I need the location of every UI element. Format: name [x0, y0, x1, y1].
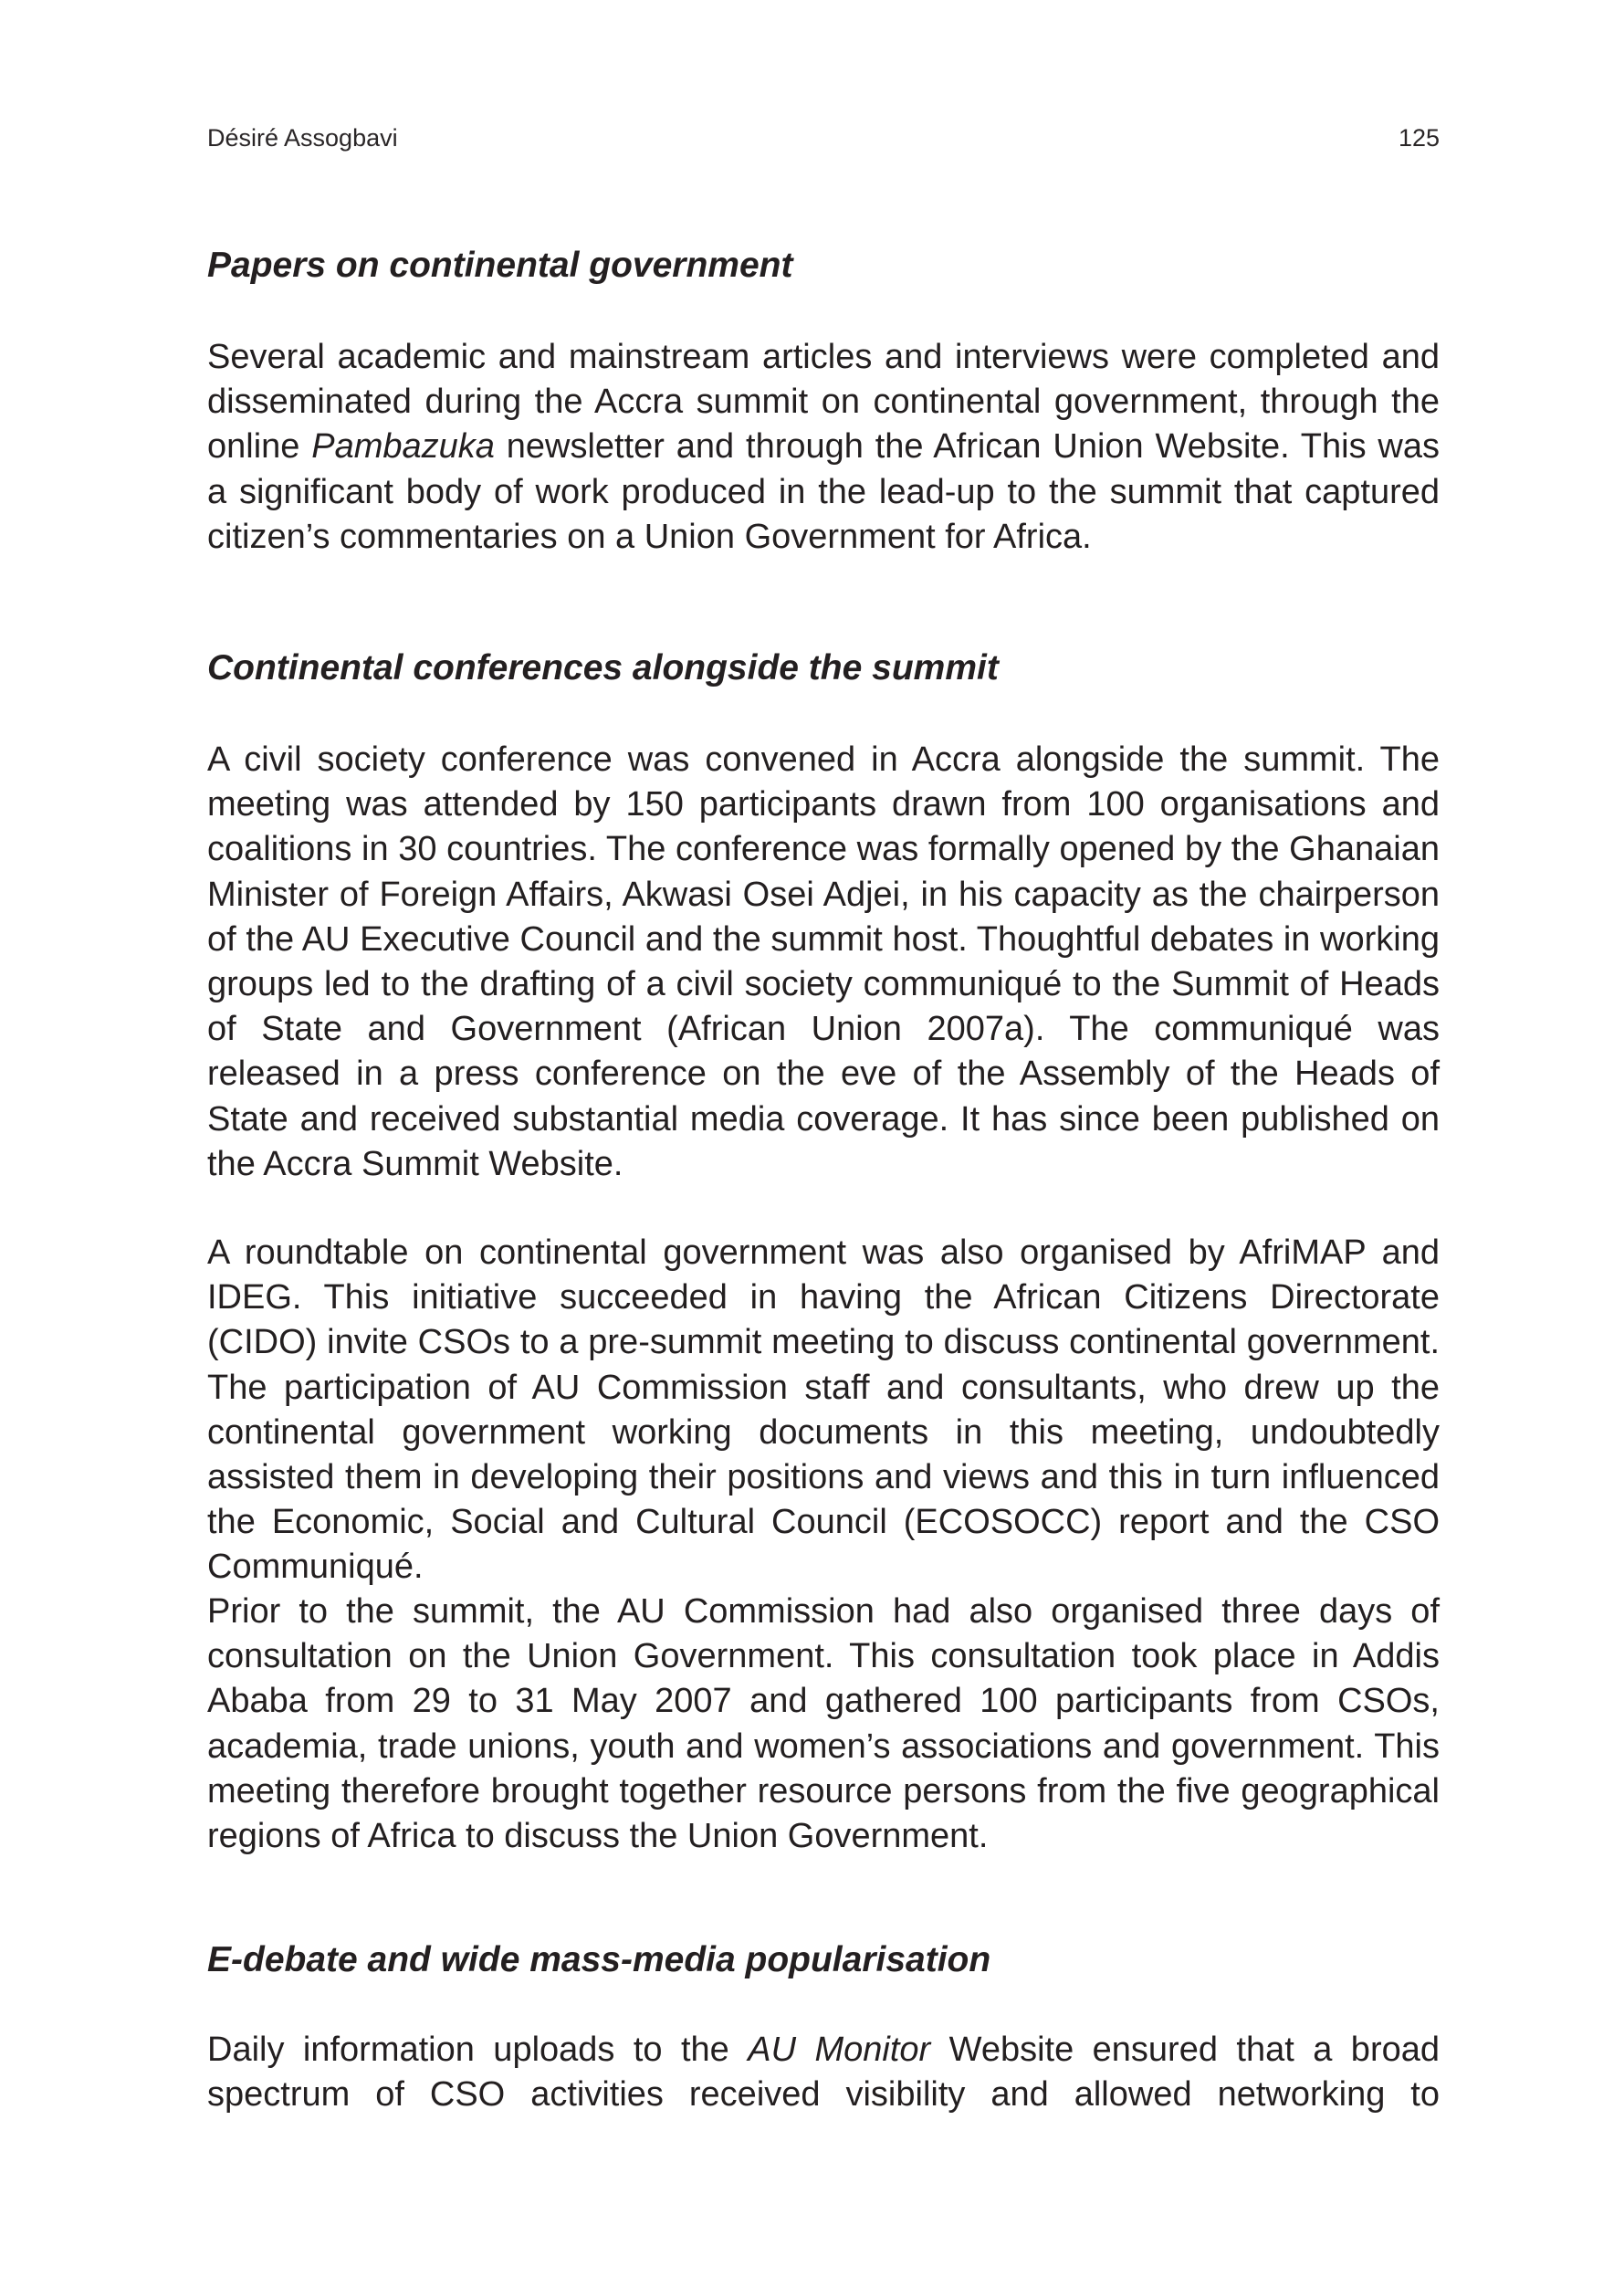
paragraph-text: Daily information uploads to the	[207, 2031, 749, 2069]
paragraph-prior-consultation: Prior to the summit, the AU Commission had also organised three days of consultation on the Union Government. This consultation took place in Addis Ababa from 29 to 31 May 2007 and gathered 100 participants from CSOs, academia, trade unions, youth and women’s associations and government. This meeting therefore brought together resource persons from the five geographical regions of Africa to discuss the Union Government.	[207, 1592, 1440, 1856]
section-heading-conferences: Continental conferences alongside the summit	[207, 648, 999, 687]
publication-title: AU Monitor	[748, 2031, 931, 2069]
section-heading-e-debate: E-debate and wide mass-media popularisation	[207, 1940, 991, 1979]
paragraph-civil-society-conference: A civil society conference was convened in Accra alongside the summit. The meeting was attended by 150 participants drawn from 100 organisations and coalitions in 30 countries. The conference was formally opened by the Ghanaian Minister of Foreign Affairs, Akwasi Osei Adjei, in his capacity as the chairperson of the AU Executive Council and the summit host. Thoughtful debates in working groups led to the drafting of a civil society communiqué to the Summit of Heads of State and Government (African Union 2007a). The communiqué was released in a press conference on the eve of the Assembly of the Heads of State and received substantial media coverage. It has since been published on the Accra Summit Website.	[207, 740, 1440, 1183]
page-number: 125	[1398, 124, 1440, 152]
paragraph-roundtable: A roundtable on continental government was also organised by AfriMAP and IDEG. This initiative succeeded in having the African Citizens Directorate (CIDO) invite CSOs to a pre-summit meeting to discuss continental government. The participation of AU Commission staff and consultants, who drew up the continental government working documents in this meeting, undoubtedly assisted them in developing their positions and views and this in turn influenced the Economic, Social and Cultural Council (ECOSOCC) report and the CSO Communiqué.	[207, 1233, 1440, 1587]
paragraph-text: Website ensured that a broad spectrum of CSO activities received visibility and allowed networking to	[207, 2031, 1440, 2115]
publication-title: Pambazuka	[311, 427, 495, 467]
paragraph-text: Several academic and mainstream articles and interviews were completed and disseminated during the Accra summit on continental government, through the online	[207, 338, 1440, 467]
paragraph-daily-uploads	[207, 2028, 1440, 2117]
section-heading-papers: Papers on continental government	[207, 246, 793, 285]
paragraph-papers	[207, 335, 1440, 560]
running-header	[207, 124, 1440, 157]
running-header-author: Désiré Assogbavi	[207, 124, 398, 152]
paragraph-text: newsletter and through the African Union Website. This was a significant body of work produced in the lead-up to the summit that captured citizen’s commentaries on a Union Government for Africa.	[207, 427, 1441, 556]
